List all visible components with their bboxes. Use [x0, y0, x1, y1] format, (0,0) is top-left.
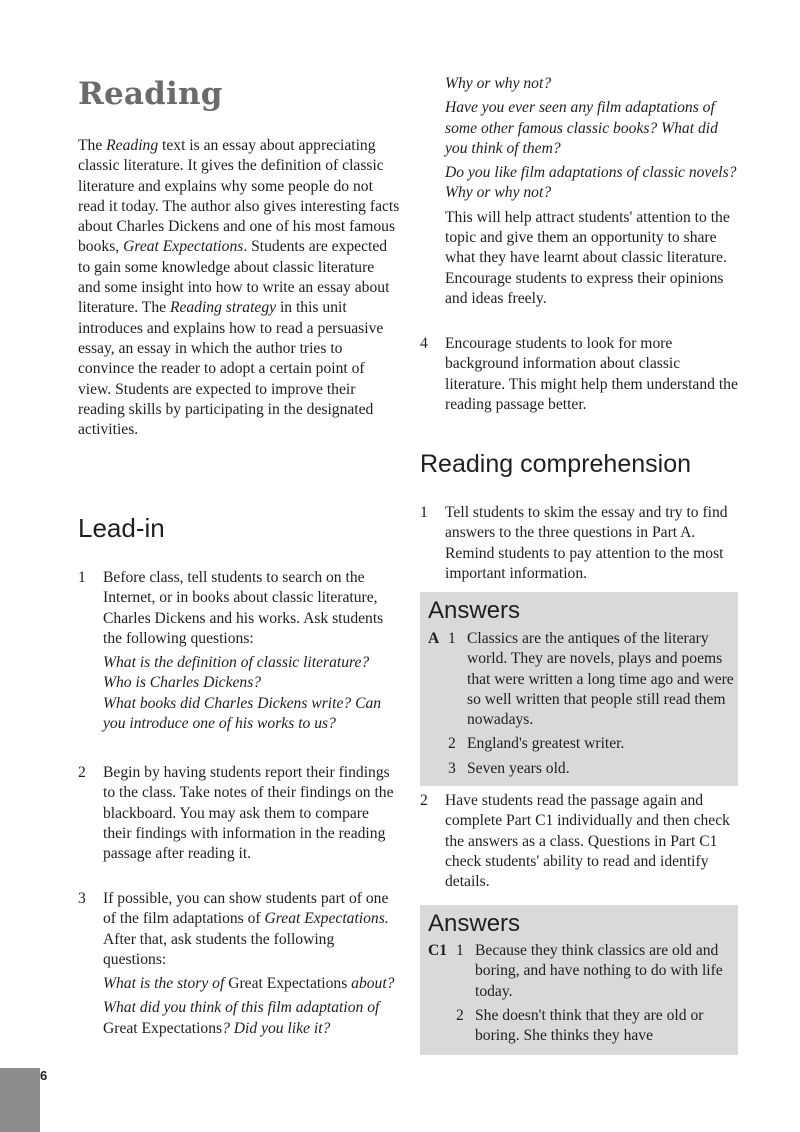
answer-number: 2	[456, 1006, 464, 1024]
answer-number: 1	[448, 630, 456, 647]
answer-text: Because they think classics are old and boring, and have nothing to do with life today.	[475, 942, 723, 1000]
leadin-item-3	[78, 889, 400, 1039]
text-span: text is an essay about appreciating classic literature. It gives the definition of classic literature and explains why some people do not read it today. The author also gives interesting facts about Charles Dickens and one of his most famous books,	[78, 137, 400, 256]
comprehension-item-2-text: Have students read the passage again and complete Part C1 individually and then check the answers as a class. Questions in Part C1 check students' ability to read and identify details.	[445, 792, 730, 891]
comprehension-item-2	[420, 791, 738, 892]
leadin-question: Do you like film adaptations of classic novels? Why or why not?	[445, 164, 737, 202]
text-span: in this unit introduces and explains how to read a persuasive essay, an essay in which the author tries to convince the reader to adopt a certain point of view. Students are expected to improve their reading skills by participating in the designated activities.	[78, 299, 384, 439]
answer-text: Seven years old.	[467, 759, 570, 777]
text-span: What did you think of this film adaptation of	[103, 999, 380, 1017]
leadin-question: Have you ever seen any film adaptations of some other famous classic books? What did you think of them?	[445, 99, 718, 157]
answer-row	[456, 1006, 734, 1047]
answer-row	[456, 941, 734, 1002]
leadin-question	[103, 974, 400, 994]
text-span: After that, ask students the following questions:	[103, 930, 335, 968]
answers-heading: Answers	[428, 597, 521, 624]
leadin-item-4	[420, 334, 738, 415]
item-number: 1	[78, 569, 86, 586]
text-span: What is the story of	[103, 975, 229, 993]
item-number: 2	[78, 764, 86, 781]
answer-number: 2	[448, 735, 456, 753]
italic-text: Reading strategy	[169, 299, 277, 317]
comprehension-heading: Reading comprehension	[420, 450, 692, 478]
leadin-item-4-text: Encourage students to look for more background information about classic literature. This might help them understand the reading passage better.	[445, 335, 738, 413]
answer-number: 1	[456, 942, 464, 959]
answer-number: 3	[448, 759, 456, 777]
leadin-question: What is the definition of classic literature?	[103, 654, 370, 672]
page-number: 6	[40, 1068, 48, 1083]
leadin-item-3-followup: This will help attract students' attention to the topic and give them an opportunity to share what they have learnt about classic literature. Encourage students to express their opinions and ideas freely.	[445, 208, 730, 307]
italic-text: Reading	[106, 137, 159, 154]
leadin-item-1	[78, 568, 400, 734]
text-span: about?	[347, 975, 395, 993]
leadin-item-3-text	[103, 889, 400, 970]
leadin-question: What books did Charles Dickens write? Can you introduce one of his works to us?	[103, 694, 382, 733]
answer-row	[448, 629, 734, 730]
answers-part-label: A	[428, 630, 440, 647]
item-number: 4	[420, 335, 428, 352]
leadin-heading: Lead-in	[78, 513, 165, 543]
leadin-item-3-continued	[420, 74, 738, 309]
answer-text: Classics are the antiques of the literary world. They are novels, plays and poems that were written a long time ago and were so well written that people still read them nowadays.	[467, 630, 734, 729]
book-title: Great Expectations	[228, 975, 348, 993]
answers-part-label: C1	[428, 942, 448, 959]
text-span: ? Did you like it?	[222, 1019, 331, 1037]
answers-list	[448, 629, 734, 779]
italic-text: Great Expectations	[123, 238, 244, 256]
item-number: 1	[420, 504, 428, 521]
answers-heading: Answers	[428, 910, 521, 937]
answer-text: England's greatest writer.	[467, 735, 625, 753]
text-span: If possible, you can show students part of one of the film adaptations of	[103, 890, 389, 928]
comprehension-item-1	[420, 503, 738, 584]
item-number: 3	[78, 890, 86, 907]
answers-box-c1	[420, 905, 738, 1055]
answer-text: She doesn't think that they are old or boring. She thinks they have	[475, 1006, 704, 1045]
answers-list	[456, 941, 734, 1046]
item-number: 2	[420, 792, 428, 809]
answer-row	[448, 759, 734, 779]
answers-box-a	[420, 592, 738, 786]
leadin-question: Who is Charles Dickens?	[103, 674, 262, 692]
leadin-question: Why or why not?	[445, 75, 552, 92]
text-span: The	[78, 137, 107, 154]
book-title: Great Expectations.	[264, 910, 389, 928]
reading-intro-paragraph	[78, 136, 400, 440]
comprehension-item-1-text: Tell students to skim the essay and try to find answers to the three questions in Part A. Remind students to pay attention to the most important information.	[445, 504, 728, 582]
page-title: Reading	[78, 76, 223, 112]
leadin-item-1-text: Before class, tell students to search on the Internet, or in books about classic literature, Charles Dickens and his works. Ask students the following questions:	[103, 569, 384, 647]
answer-row	[448, 734, 734, 754]
page-tab	[0, 1068, 40, 1132]
book-title: Great Expectations	[103, 1019, 223, 1037]
leadin-item-2	[78, 763, 400, 864]
text-span: . Students are expected to gain some knowledge about classic literature and some insight into how to write an essay about literature. The	[78, 238, 390, 317]
leadin-item-2-text: Begin by having students report their findings to the class. Take notes of their findings on the blackboard. You may ask them to compare their findings with information in the reading passage after reading it.	[103, 764, 394, 863]
leadin-question	[103, 998, 400, 1039]
